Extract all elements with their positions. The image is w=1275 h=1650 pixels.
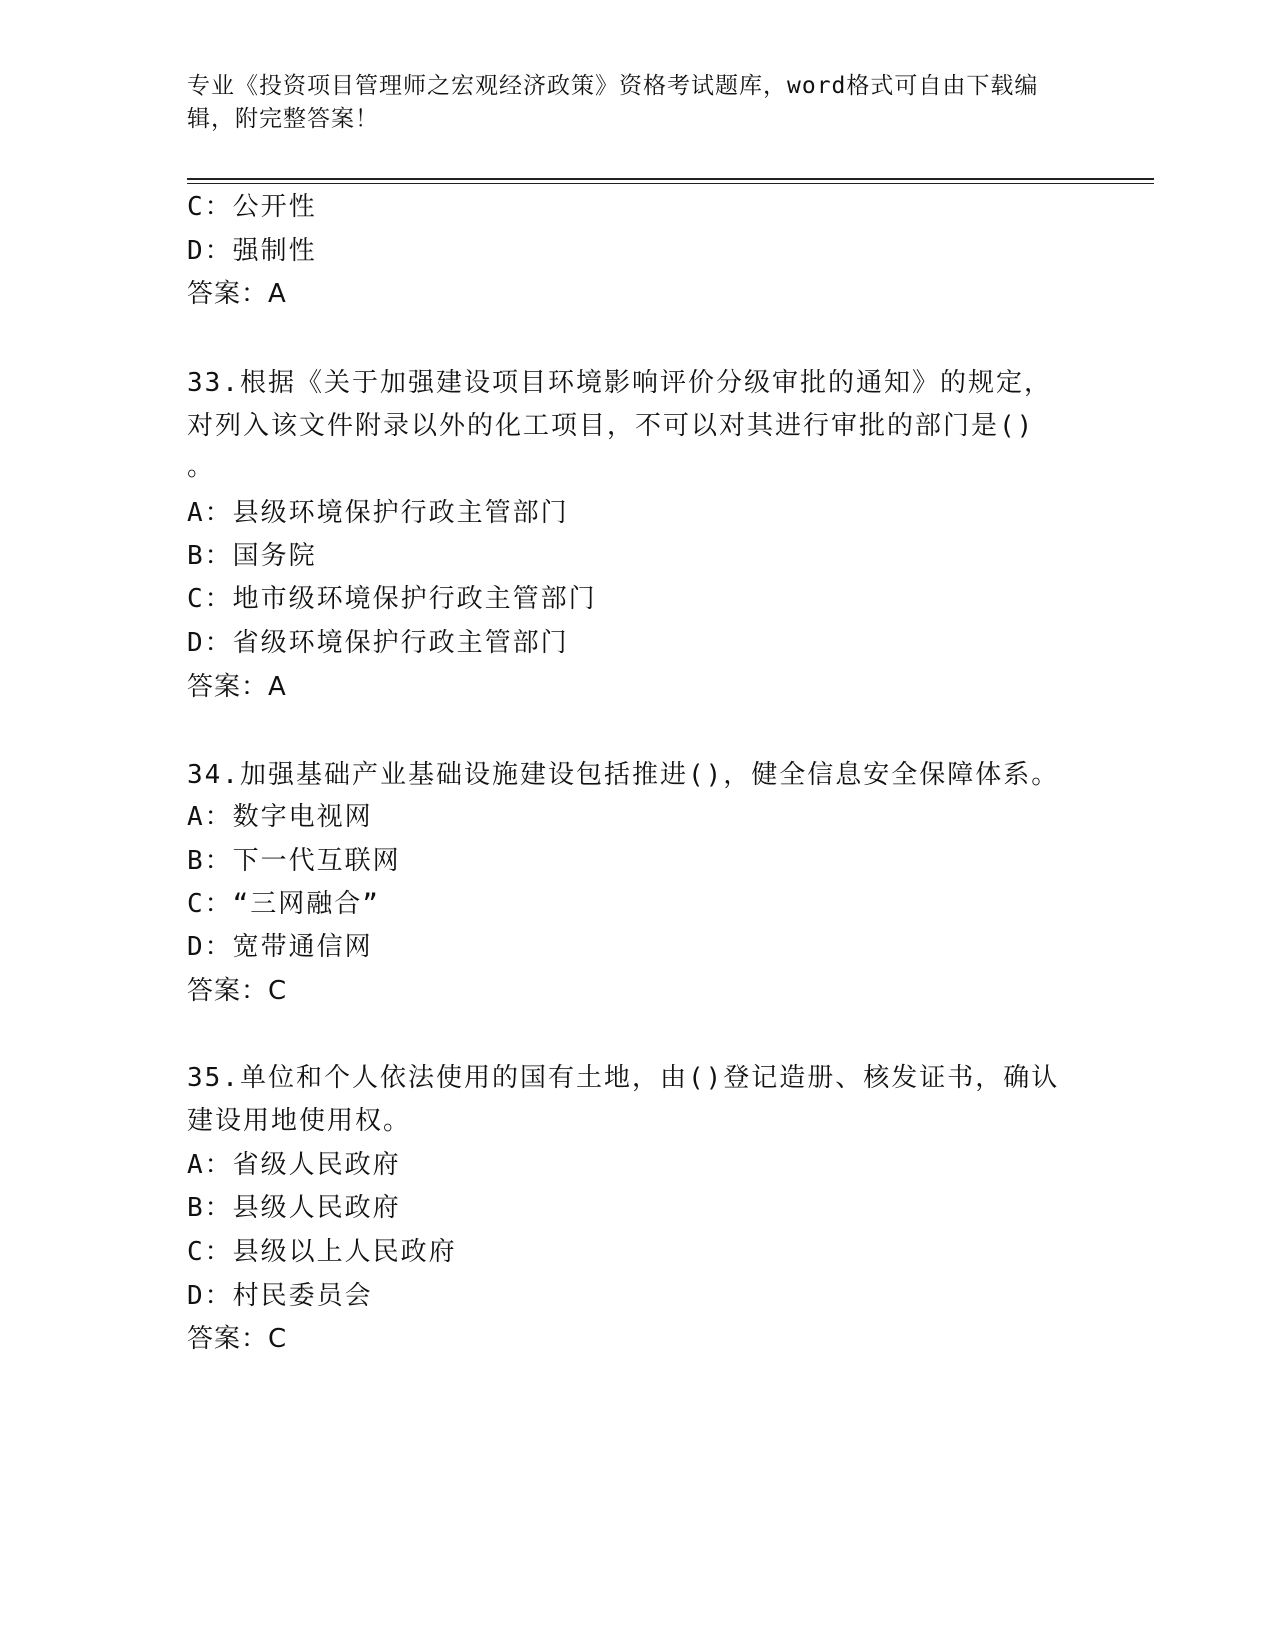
q34-stem-line-1: 34.加强基础产业基础设施建设包括推进()，健全信息安全保障体系。 (187, 760, 1060, 790)
q33-option-d: D：省级环境保护行政主管部门 (187, 628, 569, 658)
q34-option-b: B：下一代互联网 (187, 846, 401, 876)
q35-stem-line-2: 建设用地使用权。 (187, 1106, 412, 1136)
q33-stem-line-1: 33.根据《关于加强建设项目环境影响评价分级审批的通知》的规定， (187, 368, 1052, 398)
q34-option-d: D：宽带通信网 (187, 932, 373, 962)
q34-option-c: C：“三网融合” (187, 889, 380, 919)
q33-option-c: C：地市级环境保护行政主管部门 (187, 584, 597, 614)
q35-option-b: B：县级人民政府 (187, 1193, 401, 1223)
q33-stem-line-3: 。 (187, 452, 216, 482)
q35-option-c: C：县级以上人民政府 (187, 1237, 457, 1267)
q35-option-d: D：村民委员会 (187, 1281, 373, 1311)
q33-option-b: B：国务院 (187, 541, 317, 571)
prev-answer: 答案：A (187, 279, 287, 309)
q34-answer: 答案：C (187, 976, 288, 1006)
q33-stem-line-2: 对列入该文件附录以外的化工项目，不可以对其进行审批的部门是() (187, 411, 1035, 441)
prev-option-d: D：强制性 (187, 236, 317, 266)
page-header: 专业《投资项目管理师之宏观经济政策》资格考试题库，word格式可自由下载编辑，附完整答案！ (187, 73, 1039, 132)
q34-option-a: A：数字电视网 (187, 802, 373, 832)
q33-answer: 答案：A (187, 672, 287, 702)
q33-option-a: A：县级环境保护行政主管部门 (187, 498, 569, 528)
q35-answer: 答案：C (187, 1324, 288, 1354)
header-rule-thick (187, 178, 1154, 180)
q35-stem-line-1: 35.单位和个人依法使用的国有土地，由()登记造册、核发证书，确认 (187, 1063, 1060, 1093)
prev-option-c: C：公开性 (187, 192, 317, 222)
header-rule-thin (187, 183, 1154, 184)
q35-option-a: A：省级人民政府 (187, 1150, 401, 1180)
